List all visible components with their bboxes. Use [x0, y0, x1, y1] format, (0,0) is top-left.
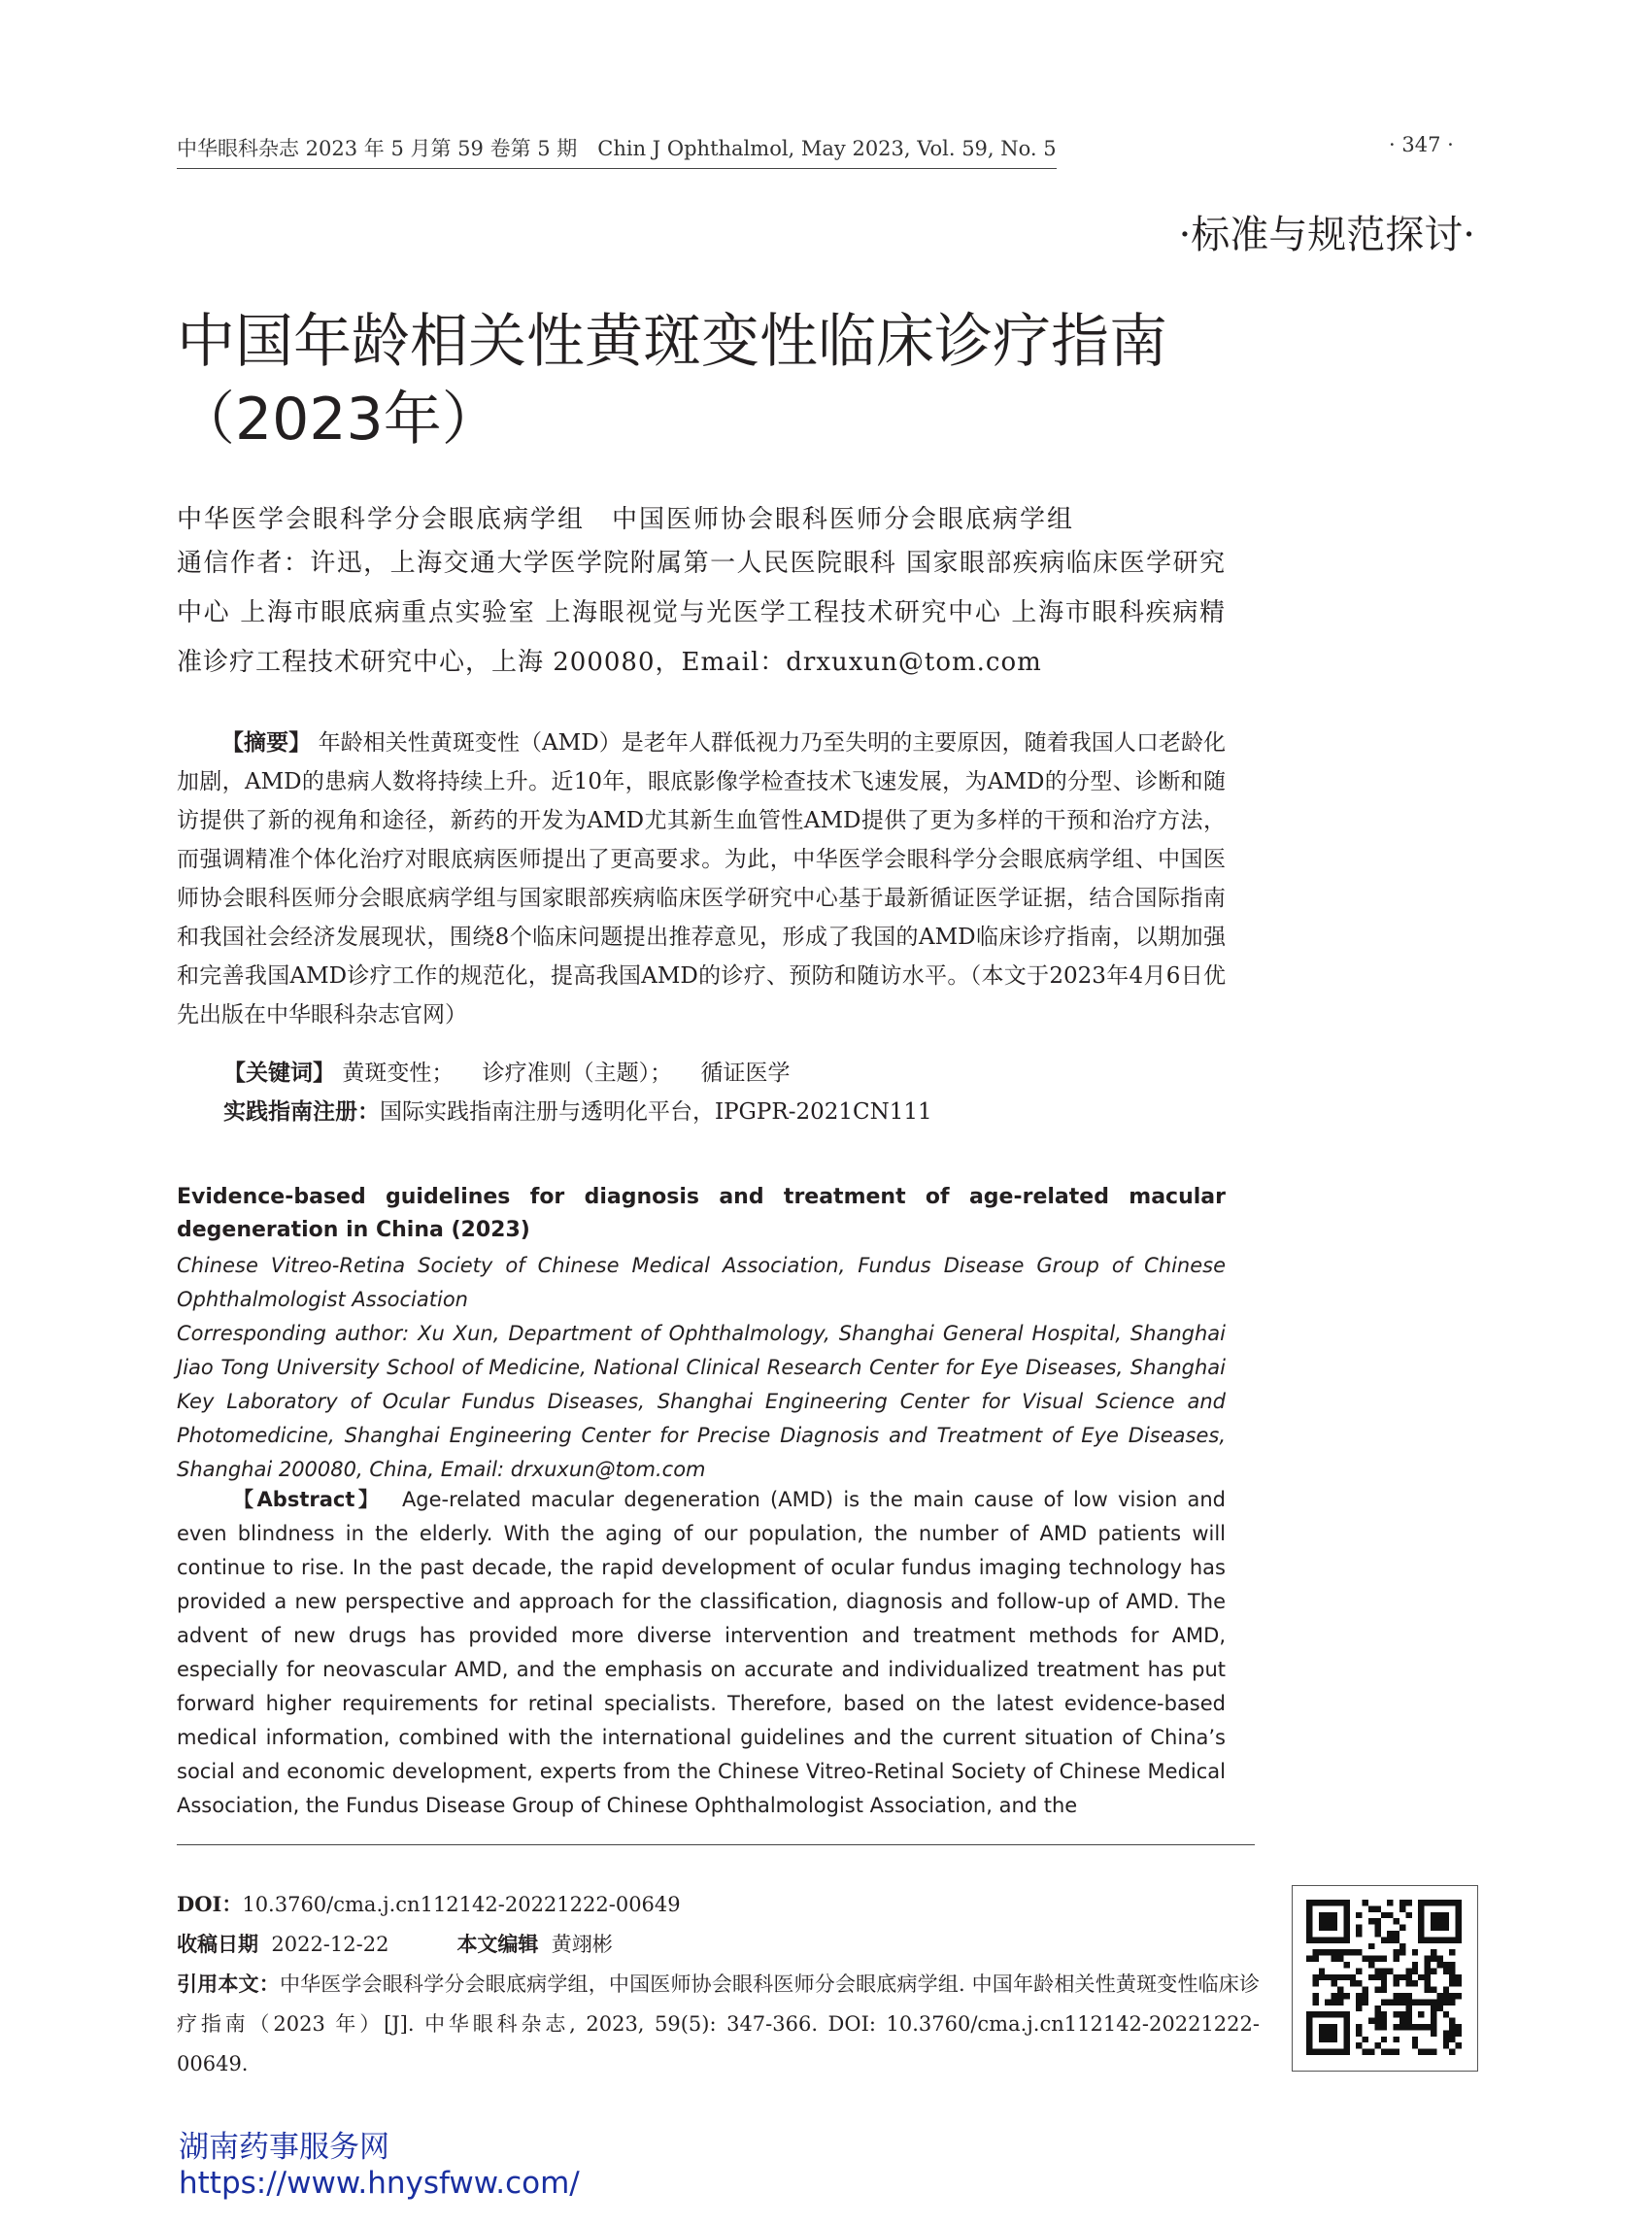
- received-date: 2022-12-22: [271, 1933, 389, 1956]
- footnote-divider: [177, 1844, 1255, 1845]
- watermark-url[interactable]: https://www.hnysfww.com/: [179, 2166, 580, 2201]
- qr-code-icon: [1306, 1900, 1462, 2055]
- title-line-1: 中国年龄相关性黄斑变性临床诊疗指南: [177, 308, 1167, 376]
- english-corresponding-author: Corresponding author: Xu Xun, Department of Ophthalmology, Shanghai General Hospital, Shanghai Jiao Tong University School of Medicine, National Clinical Research Center for Eye Diseases, Shanghai Key Laboratory of Ocular Fundus Diseases, Shanghai Engineering Center for Visual Science and Photomedicine, Shanghai Engineering Center for Precise Diagnosis and Treatment of Eye Diseases, Shanghai 200080, China, Email: drxuxun@tom.com: [177, 1322, 1226, 1481]
- keywords-line: [223, 1054, 1226, 1093]
- received-label: 收稿日期: [177, 1932, 258, 1956]
- doi-line: [177, 1884, 1260, 1925]
- page-number: · 347 ·: [1389, 133, 1454, 156]
- doi-label: DOI：: [177, 1892, 243, 1916]
- english-abstract-label: 【Abstract】: [233, 1488, 383, 1511]
- citation: [177, 1964, 1260, 2084]
- keyword-item: 循证医学: [700, 1061, 791, 1086]
- registration-line: [223, 1093, 1226, 1131]
- section-label: ·标准与规范探讨·: [1178, 213, 1475, 257]
- editor-name: 黄翊彬: [551, 1933, 613, 1956]
- citation-label: 引用本文：: [177, 1972, 280, 1996]
- registration-label: 实践指南注册：: [223, 1098, 380, 1125]
- abstract-cn-text: 年龄相关性黄斑变性（AMD）是老年人群低视力乃至失明的主要原因，随着我国人口老龄化加剧，AMD的患病人数将持续上升。近10年，眼底影像学检查技术飞速发展，为AMD的分型、诊断和随访提供了新的视角和途径，新药的开发为AMD尤其新生血管性AMD提供了更为多样的干预和治疗方法，而强调精准个体化治疗对眼底病医师提出了更高要求。为此，中华医学会眼科学分会眼底病学组、中国医师协会眼科医师分会眼底病学组与国家眼部疾病临床医学研究中心基于最新循证医学证据，结合国际指南和我国社会经济发展现状，围绕8个临床问题提出推荐意见，形成了我国的AMD临床诊疗指南，以期加强和完善我国AMD诊疗工作的规范化，提高我国AMD的诊疗、预防和随访水平。（本文于2023年4月6日优先出版在中华眼科杂志官网）: [177, 730, 1226, 1028]
- article-title: [177, 303, 1245, 458]
- corresponding-author: 通信作者：许迅，上海交通大学医学院附属第一人民医院眼科 国家眼部疾病临床医学研究中心 上海市眼底病重点实验室 上海眼视觉与光医学工程技术研究中心 上海市眼科疾病精准诊疗工程技术研究中心，上海 200080，Email：drxuxun@tom.com: [177, 549, 1226, 677]
- keywords-label: 【关键词】: [223, 1060, 335, 1086]
- citation-text: 中华医学会眼科学分会眼底病学组，中国医师协会眼科医师分会眼底病学组. 中国年龄相关性黄斑变性临床诊疗指南（2023 年）[J]. 中华眼科杂志, 2023, 59(5): 347-366. DOI: 10.3760/cma.j.cn112142-20221222-00649.: [177, 1972, 1260, 2075]
- keyword-item: 黄斑变性；: [342, 1061, 455, 1086]
- author-groups: 中华医学会眼科学分会眼底病学组 中国医师协会眼科医师分会眼底病学组: [177, 505, 1075, 534]
- title-line-2: （2023年）: [177, 386, 500, 454]
- english-abstract: [177, 1483, 1226, 1823]
- doi-link[interactable]: 10.3760/cma.j.cn112142-20221222-00649: [242, 1893, 681, 1916]
- english-title: Evidence-based guidelines for diagnosis and treatment of age-related macular degeneration in China (2023): [177, 1185, 1226, 1242]
- running-header: 中华眼科杂志 2023 年 5 月第 59 卷第 5 期 Chin J Ophthalmol, May 2023, Vol. 59, No. 5: [177, 133, 1057, 169]
- abstract-cn: [177, 724, 1226, 1034]
- editor-label: 本文编辑: [456, 1932, 539, 1956]
- qr-code[interactable]: [1292, 1885, 1478, 2072]
- watermark-site-name: 湖南药事服务网: [179, 2130, 389, 2165]
- abstract-cn-label: 【摘要】: [221, 729, 312, 756]
- english-authors: Chinese Vitreo-Retina Society of Chinese Medical Association, Fundus Disease Group of Chinese Ophthalmologist Association: [177, 1254, 1226, 1311]
- english-abstract-text: Age-related macular degeneration (AMD) is the main cause of low vision and even blindness in the elderly. With the aging of our population, the number of AMD patients will continue to rise. In the past decade, the rapid development of ocular fundus imaging technology has provided a new perspective and approach for the classification, diagnosis and follow-up of AMD. The advent of new drugs has provided more diverse intervention and treatment methods for AMD, especially for neovascular AMD, and the emphasis on accurate and individualized treatment has put forward higher requirements for retinal specialists. Therefore, based on the latest evidence-based medical information, combined with the international guidelines and the current situation of China’s social and economic development, experts from the Chinese Vitreo-Retinal Society of Chinese Medical Association, the Fundus Disease Group of Chinese Ophthalmologist Association, and the: [177, 1488, 1226, 1817]
- keyword-item: 诊疗准则（主题）；: [482, 1061, 673, 1086]
- received-line: [177, 1924, 1260, 1965]
- registration-text: 国际实践指南注册与透明化平台，IPGPR-2021CN111: [380, 1099, 932, 1125]
